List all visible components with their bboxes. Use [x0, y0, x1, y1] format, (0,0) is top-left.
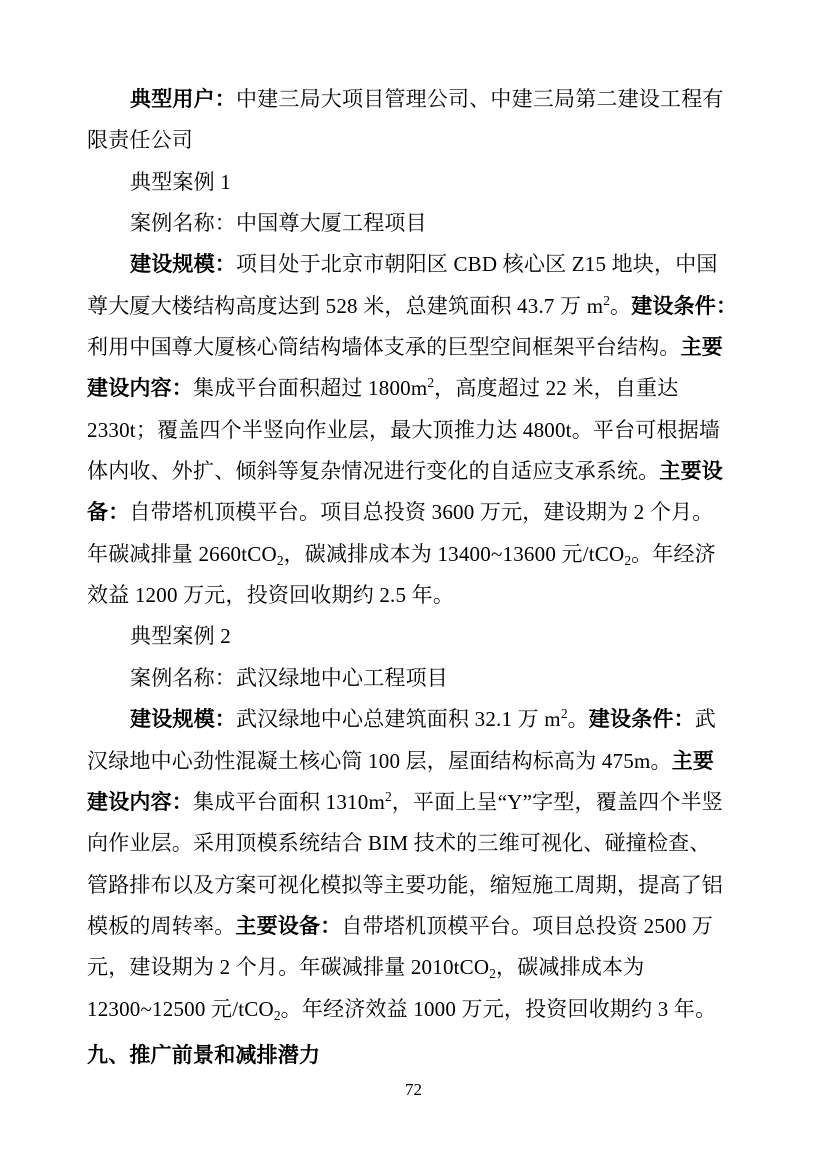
text-line — [87, 616, 729, 657]
text-segment: 建设规模： — [130, 707, 236, 732]
text-line — [87, 327, 729, 368]
text-segment: 建设内容： — [87, 376, 193, 401]
text-segment: 建设内容： — [87, 789, 193, 814]
text-segment: 2 — [427, 375, 435, 391]
text-segment: 利用中国尊大厦核心筒结构墙体支承的巨型空间框架平台结构。 — [87, 335, 681, 360]
text-line — [87, 658, 729, 699]
text-segment: 自带塔机顶模平台。项目总投资 2500 万 — [341, 913, 714, 938]
text-segment: ，平面上呈“Y”字型，覆盖四个半竖 — [391, 789, 723, 814]
text-line — [87, 575, 729, 616]
text-line — [87, 906, 729, 947]
text-line — [87, 286, 738, 327]
text-line — [87, 244, 729, 285]
text-segment: ，碳减排成本为 — [496, 955, 645, 980]
text-segment: 2 — [603, 292, 610, 308]
text-segment: 备： — [87, 500, 130, 525]
section-heading: 九、推广前景和减排潜力 — [87, 1043, 321, 1067]
text-line — [87, 410, 729, 451]
text-line — [87, 368, 729, 409]
text-segment: 尊大厦大楼结构高度达到 528 米，总建筑面积 43.7 万 m — [87, 293, 604, 318]
text-line — [87, 865, 729, 906]
text-segment: 集成平台面积超过 1800m — [193, 376, 428, 401]
text-line — [87, 534, 729, 575]
text-segment: 自带塔机顶模平台。项目总投资 3600 万元，建设期为 2 个月。 — [129, 500, 714, 525]
text-segment: 。年经济 — [631, 541, 716, 566]
text-segment: 案例名称：武汉绿地中心工程项目 — [130, 665, 448, 690]
text-segment: 12300~12500 元/tCO — [87, 996, 274, 1021]
text-line — [87, 741, 729, 782]
text-segment: 汉绿地中心劲性混凝土核心筒 100 层，屋面结构标高为 475m。 — [87, 748, 672, 773]
text-line — [87, 120, 729, 161]
text-segment: 年碳减排量 2660tCO — [87, 541, 277, 566]
text-segment: 管路排布以及方案可视化模拟等主要功能，缩短施工周期，提高了铝 — [87, 872, 723, 897]
text-segment: ，高度超过 22 米，自重达 — [434, 376, 679, 401]
text-segment: 建设条件： — [631, 293, 738, 318]
text-segment: 建设条件： — [588, 707, 695, 732]
text-segment: 模板的周转率。 — [87, 913, 236, 938]
text-line — [87, 699, 729, 740]
page-number: 72 — [405, 1080, 422, 1099]
document-body — [87, 79, 738, 1030]
text-segment: 案例名称：中国尊大厦工程项目 — [130, 211, 427, 236]
text-segment: 主要 — [671, 748, 715, 773]
text-line — [87, 492, 729, 533]
text-segment: 。年经济效益 1000 万元，投资回收期约 3 年。 — [280, 996, 717, 1021]
text-line — [87, 782, 729, 823]
text-line — [87, 823, 729, 864]
text-line — [87, 451, 729, 492]
text-segment: 2 — [273, 1007, 281, 1023]
text-segment: 元，建设期为 2 个月。年碳减排量 2010tCO — [87, 955, 490, 980]
text-segment: 。 — [609, 293, 632, 318]
text-segment: 体内收、外扩、倾斜等复杂情况进行变化的自适应支承系统。 — [87, 459, 660, 484]
text-segment: 建设规模： — [130, 252, 236, 277]
text-line — [87, 203, 729, 244]
text-segment: 效益 1200 万元，投资回收期约 2.5 年。 — [87, 583, 455, 608]
text-line — [87, 989, 729, 1030]
text-segment: 典型用户： — [130, 87, 236, 111]
text-segment: 集成平台面积 1310m — [193, 789, 385, 814]
text-line — [87, 947, 729, 988]
text-segment: 武 — [694, 707, 716, 732]
text-segment: 限责任公司 — [87, 128, 193, 153]
text-segment: ，碳减排成本为 13400~13600 元/tCO — [283, 541, 625, 566]
text-segment: 典型案例 1 — [130, 169, 231, 194]
text-line — [87, 79, 729, 120]
text-segment: 2330t；覆盖四个半竖向作业层，最大顶推力达 4800t。平台可根据墙 — [87, 417, 721, 442]
text-segment: 主要 — [680, 335, 724, 360]
text-segment: 典型案例 2 — [130, 624, 231, 649]
text-segment: 2 — [276, 552, 284, 568]
text-segment: 向作业层。采用顶模系统结合 BIM 技术的三维可视化、碰撞检查、 — [87, 831, 711, 856]
text-segment: 2 — [489, 966, 497, 982]
text-segment: 。 — [567, 707, 589, 732]
text-segment: 2 — [384, 788, 392, 804]
text-segment: 主要设 — [659, 459, 724, 484]
text-segment: 主要设备： — [235, 913, 342, 938]
text-segment: 中建三局大项目管理公司、中建三局第二建设工程有 — [236, 87, 724, 111]
text-segment: 项目处于北京市朝阳区 CBD 核心区 Z15 地块，中国 — [236, 252, 718, 277]
text-segment: 武汉绿地中心总建筑面积 32.1 万 m — [236, 707, 561, 732]
text-line — [87, 162, 729, 203]
text-segment: 2 — [560, 706, 568, 722]
text-segment: 2 — [624, 552, 632, 568]
